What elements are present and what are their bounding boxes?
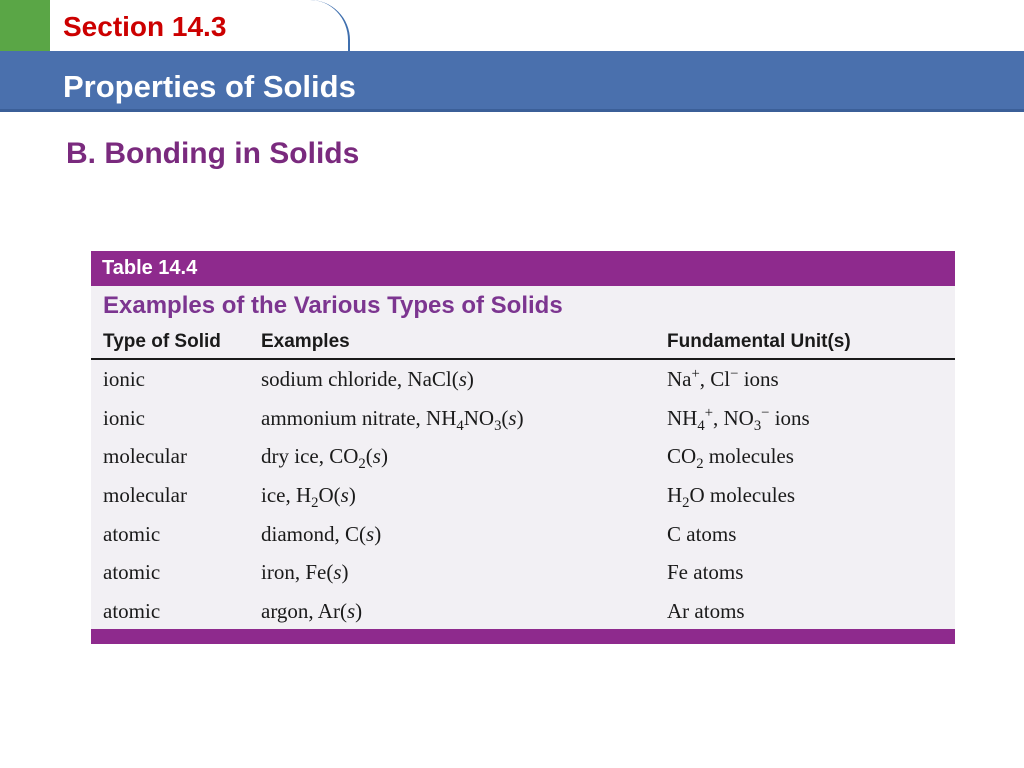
solid-type-cell: atomic [103,598,161,623]
example-name: diamond, [261,521,345,546]
formula-part: 3 [494,417,502,434]
example-name: iron, [261,560,306,585]
fundamental-unit-cell [667,476,955,515]
formula-part: 4 [456,417,464,434]
formula-part: Fe atoms [667,560,744,585]
formula-part: ) [516,405,524,430]
formula-part: H [667,482,683,507]
formula-part: 2 [311,494,319,511]
fundamental-unit-cell [667,592,955,631]
formula-part: NO [463,405,495,430]
formula-part: CO [329,444,359,469]
formula-part: ions [738,366,779,391]
column-header-examples: Examples [261,326,667,359]
formula-part: ( [365,444,373,469]
formula-part: s [372,444,381,469]
example-name: sodium chloride, [261,366,408,391]
formula-part: + [704,404,713,421]
page-title: Properties of Solids [63,69,356,104]
formula-part: molecules [703,444,794,469]
example-name: ice, [261,482,296,507]
table-figure [91,251,955,644]
solid-type-cell: ionic [103,366,145,391]
formula-part: − [761,404,770,421]
fundamental-unit-cell [667,359,955,399]
table-header-row [91,326,955,359]
table-tag: Table 14.4 [91,251,955,286]
formula-part: s [340,482,349,507]
formula-part: CO [667,444,697,469]
formula-part: ) [355,598,363,623]
fundamental-unit-cell [667,553,955,592]
table-row [91,359,955,399]
solid-type-cell: atomic [103,560,161,585]
example-cell [261,359,667,399]
solid-type-cell: ionic [103,405,145,430]
table-row [91,515,955,554]
formula-part: Na [667,366,692,391]
formula-part: s [508,405,517,430]
formula-part: C atoms [667,521,737,546]
example-cell [261,515,667,554]
section-marker [0,0,50,51]
formula-part: s [366,521,375,546]
table-row [91,553,955,592]
solids-table [91,326,955,631]
slide-header [0,0,1024,112]
formula-part: NaCl( [407,366,459,391]
formula-part: − [730,365,739,382]
formula-part: , Cl [699,366,731,391]
example-name: ammonium nitrate, [261,405,427,430]
formula-part: ) [466,366,474,391]
title-bar-edge [0,109,1024,112]
formula-part: , NO [712,405,754,430]
formula-part: ) [341,560,349,585]
formula-part: 3 [753,417,762,434]
formula-part: s [346,598,356,623]
fundamental-unit-cell [667,437,955,476]
formula-part: NH [426,405,457,430]
formula-part: ions [769,405,810,430]
fundamental-unit-cell [667,515,955,554]
formula-part: + [691,365,700,382]
formula-part: ( [501,405,509,430]
example-cell [261,553,667,592]
formula-part: 2 [696,456,704,473]
formula-part: s [333,560,342,585]
solid-type-cell: molecular [103,444,187,469]
table-row [91,437,955,476]
solid-type-cell: molecular [103,482,187,507]
fundamental-unit-cell [667,399,955,438]
example-cell [261,476,667,515]
column-header-units: Fundamental Unit(s) [667,326,955,359]
example-cell [261,592,667,631]
example-cell [261,399,667,438]
column-header-type: Type of Solid [91,326,261,359]
formula-part: O( [318,482,341,507]
formula-part: Ar( [317,598,347,623]
table-row [91,592,955,631]
table-body [91,359,955,631]
formula-part: 2 [682,494,690,511]
formula-part: Ar atoms [667,598,745,623]
formula-part: s [458,366,467,391]
formula-part: H [295,482,312,507]
subheading: B. Bonding in Solids [66,137,360,170]
example-name: dry ice, [261,444,330,469]
formula-part: 2 [358,456,366,473]
example-name: argon, [261,598,318,623]
section-label: Section 14.3 [63,11,227,42]
table-bottom-bar [91,629,955,644]
formula-part: ) [348,482,356,507]
formula-part: Fe( [305,560,334,585]
solid-type-cell: atomic [103,521,161,546]
table-row [91,476,955,515]
table-caption: Examples of the Various Types of Solids [103,292,563,319]
formula-part: 4 [697,417,705,434]
table-row [91,399,955,438]
example-cell [261,437,667,476]
formula-part: O molecules [689,482,796,507]
formula-part: ) [374,521,382,546]
formula-part: C( [345,521,366,546]
formula-part: NH [667,405,698,430]
formula-part: ) [380,444,388,469]
